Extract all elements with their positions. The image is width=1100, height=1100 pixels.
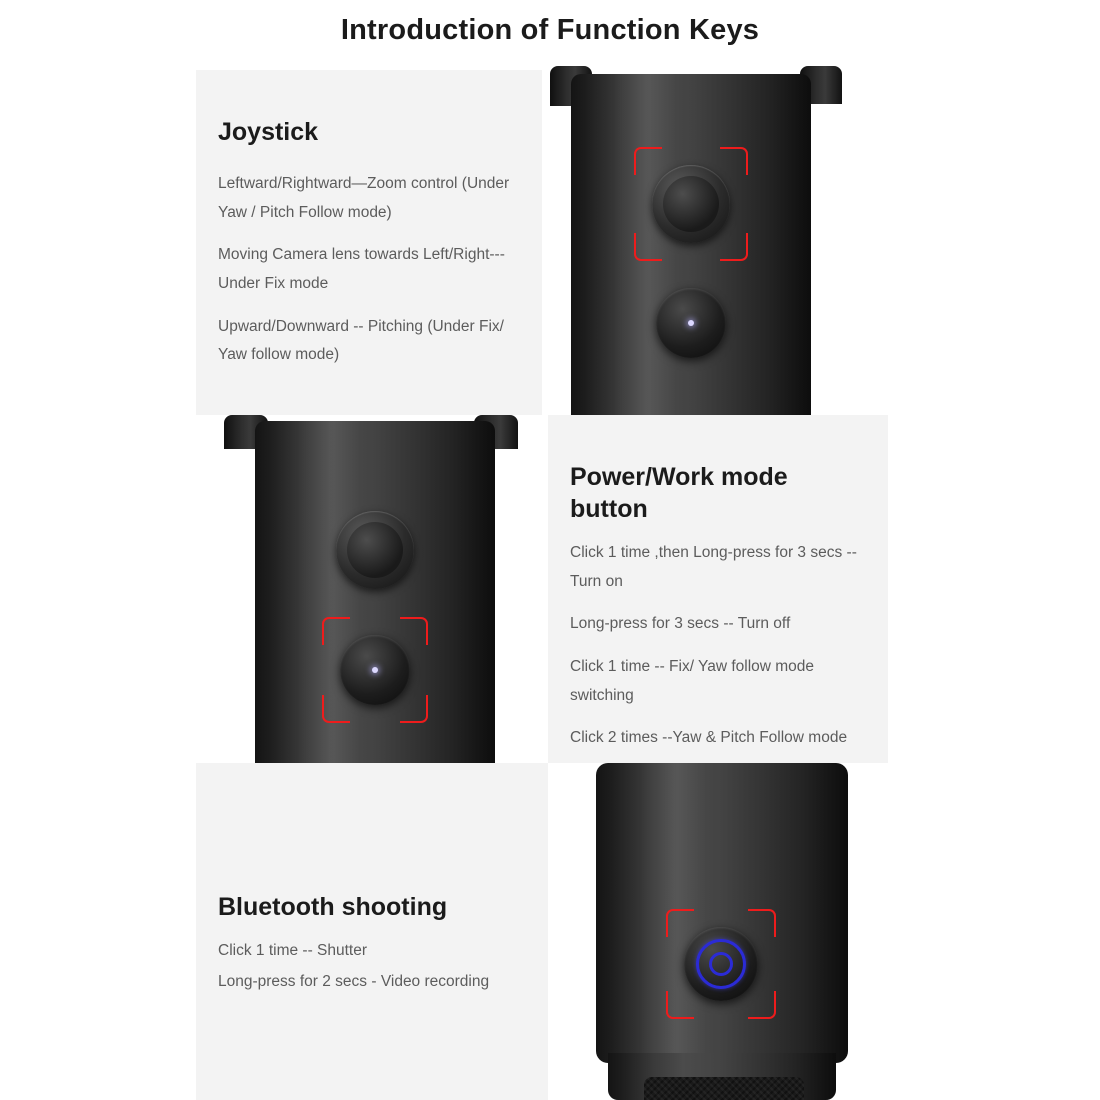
- shutter-ring-inner: [709, 952, 734, 977]
- gimbal-photo-shutter: [548, 763, 888, 1100]
- power-paragraph-1: Click 1 time ,then Long-press for 3 secs -- Turn on: [570, 544, 857, 590]
- power-paragraph-2: Long-press for 3 secs -- Turn off: [570, 615, 791, 633]
- power-title: Power/Work mode button: [570, 463, 788, 523]
- handle-sheen: [614, 74, 676, 415]
- joystick-control[interactable]: [652, 165, 730, 243]
- bluetooth-title: Bluetooth shooting: [218, 893, 448, 921]
- joystick-paragraph-1: Leftward/Rightward—Zoom control (Under Yaw / Pitch Follow mode): [218, 175, 510, 221]
- handle-body: [571, 74, 811, 415]
- joystick-text-panel: [196, 70, 542, 415]
- joystick-title: Joystick: [218, 118, 319, 146]
- power-button[interactable]: [340, 635, 410, 705]
- bluetooth-paragraph-2: Long-press for 2 secs - Video recording: [218, 972, 490, 990]
- status-led: [372, 667, 378, 673]
- joystick-paragraph-3: Upward/Downward -- Pitching (Under Fix/ Yaw follow mode): [218, 317, 504, 364]
- bluetooth-paragraph-1: Click 1 time -- Shutter: [218, 942, 368, 959]
- handle-sheen: [298, 421, 360, 763]
- power-text-panel: [548, 415, 888, 763]
- grip-texture: [644, 1077, 804, 1100]
- handle-upper: [596, 763, 848, 1063]
- joystick-control[interactable]: [336, 511, 414, 589]
- power-paragraph-3: Click 1 time -- Fix/ Yaw follow mode switching: [570, 658, 815, 704]
- bluetooth-photo-panel: [548, 763, 888, 1100]
- power-button[interactable]: [656, 288, 726, 358]
- joystick-photo-panel: [542, 66, 888, 415]
- power-paragraph-4: Click 2 times --Yaw & Pitch Follow mode: [570, 729, 848, 747]
- bluetooth-shutter-button[interactable]: [684, 927, 758, 1001]
- panel-grid: [196, 70, 888, 1100]
- gimbal-photo-joystick: [542, 66, 888, 415]
- power-photo-panel: [196, 415, 542, 763]
- shutter-ring-outer: [696, 939, 746, 989]
- status-led: [688, 320, 694, 326]
- handle-sheen: [641, 763, 707, 1063]
- joystick-paragraph-2: Moving Camera lens towards Left/Right--- Under Fix mode: [218, 246, 505, 293]
- handle-body: [255, 421, 495, 763]
- page-title: Introduction of Function Keys: [340, 14, 760, 46]
- bluetooth-text-panel: [196, 763, 548, 1100]
- gimbal-photo-power: [196, 415, 542, 763]
